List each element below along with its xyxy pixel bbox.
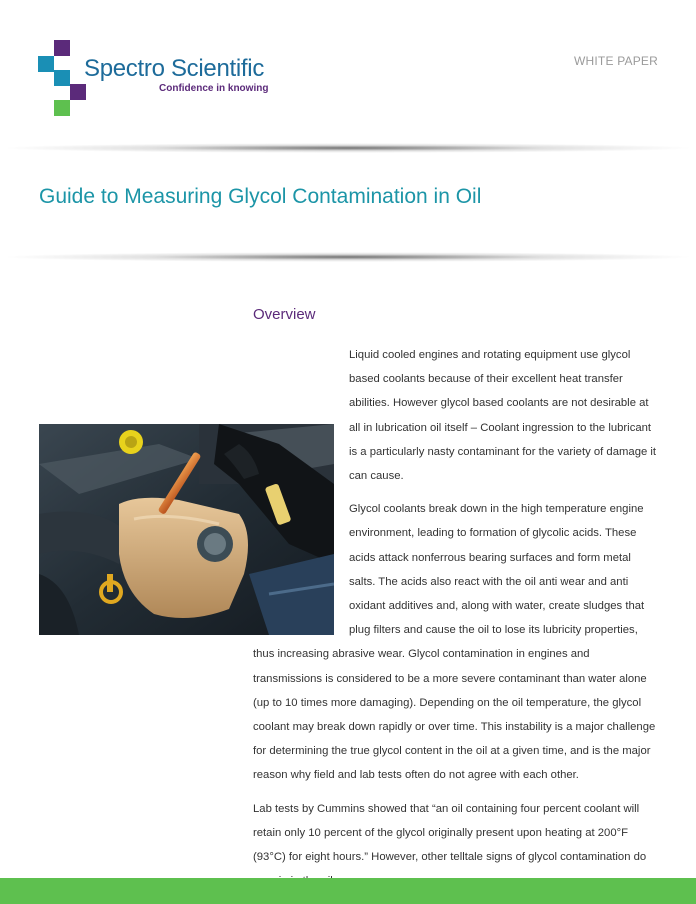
paragraph-1: Liquid cooled engines and rotating equipment use glycol based coolants because of their excellent heat transfer abilities. However glycol based coolants are not desirable at all in lubrication oil itself – Coolant ingression to the lubricant is a particularly nasty contaminant for the variety of damage it can cause. bbox=[349, 349, 657, 483]
footer-bar bbox=[0, 878, 696, 904]
document-type-label: WHITE PAPER bbox=[574, 54, 658, 68]
paragraph-3: Lab tests by Cummins showed that “an oil containing four percent coolant will retain only 10 percent of the glycol originally present upon heating at 200°F (93°C) for eight hours.” However, other telltale signs of glycol contamination do bbox=[253, 802, 647, 864]
photo-wrap-spacer bbox=[253, 343, 349, 622]
logo-tagline: Confidence in knowing bbox=[159, 83, 269, 94]
logo-name: Spectro Scientific bbox=[84, 55, 265, 82]
logo-mark-icon bbox=[38, 40, 88, 118]
paragraph-2: Glycol coolants break down in the high temperature engine environment, leading to formation of glycolic acids. These acids attack nonferrous bearing surfaces and form metal salts. The acids also react with the oil anti wear and anti oxidant additives and, along with water, create sludges that plug filters and cause the oil to lose its lubricity properties, thus increasing abrasive wear. Glycol contamination in engines and transmissions is considered to be a more severe contaminant than water alone (up to 10 times more damaging). Depending on the oil temperature, the glycol coolant may break down rapidly or over time. This instability is a major challenge for determining the true glycol content in the oil at a given time, and is the major reason why field and lab tests often do not agree with each other. bbox=[253, 503, 656, 782]
bottom-divider bbox=[0, 252, 696, 262]
top-divider bbox=[0, 143, 696, 153]
company-logo bbox=[38, 40, 278, 120]
overview-body bbox=[253, 343, 659, 902]
section-heading-overview: Overview bbox=[253, 306, 316, 323]
document-title: Guide to Measuring Glycol Contamination in Oil bbox=[39, 185, 482, 208]
